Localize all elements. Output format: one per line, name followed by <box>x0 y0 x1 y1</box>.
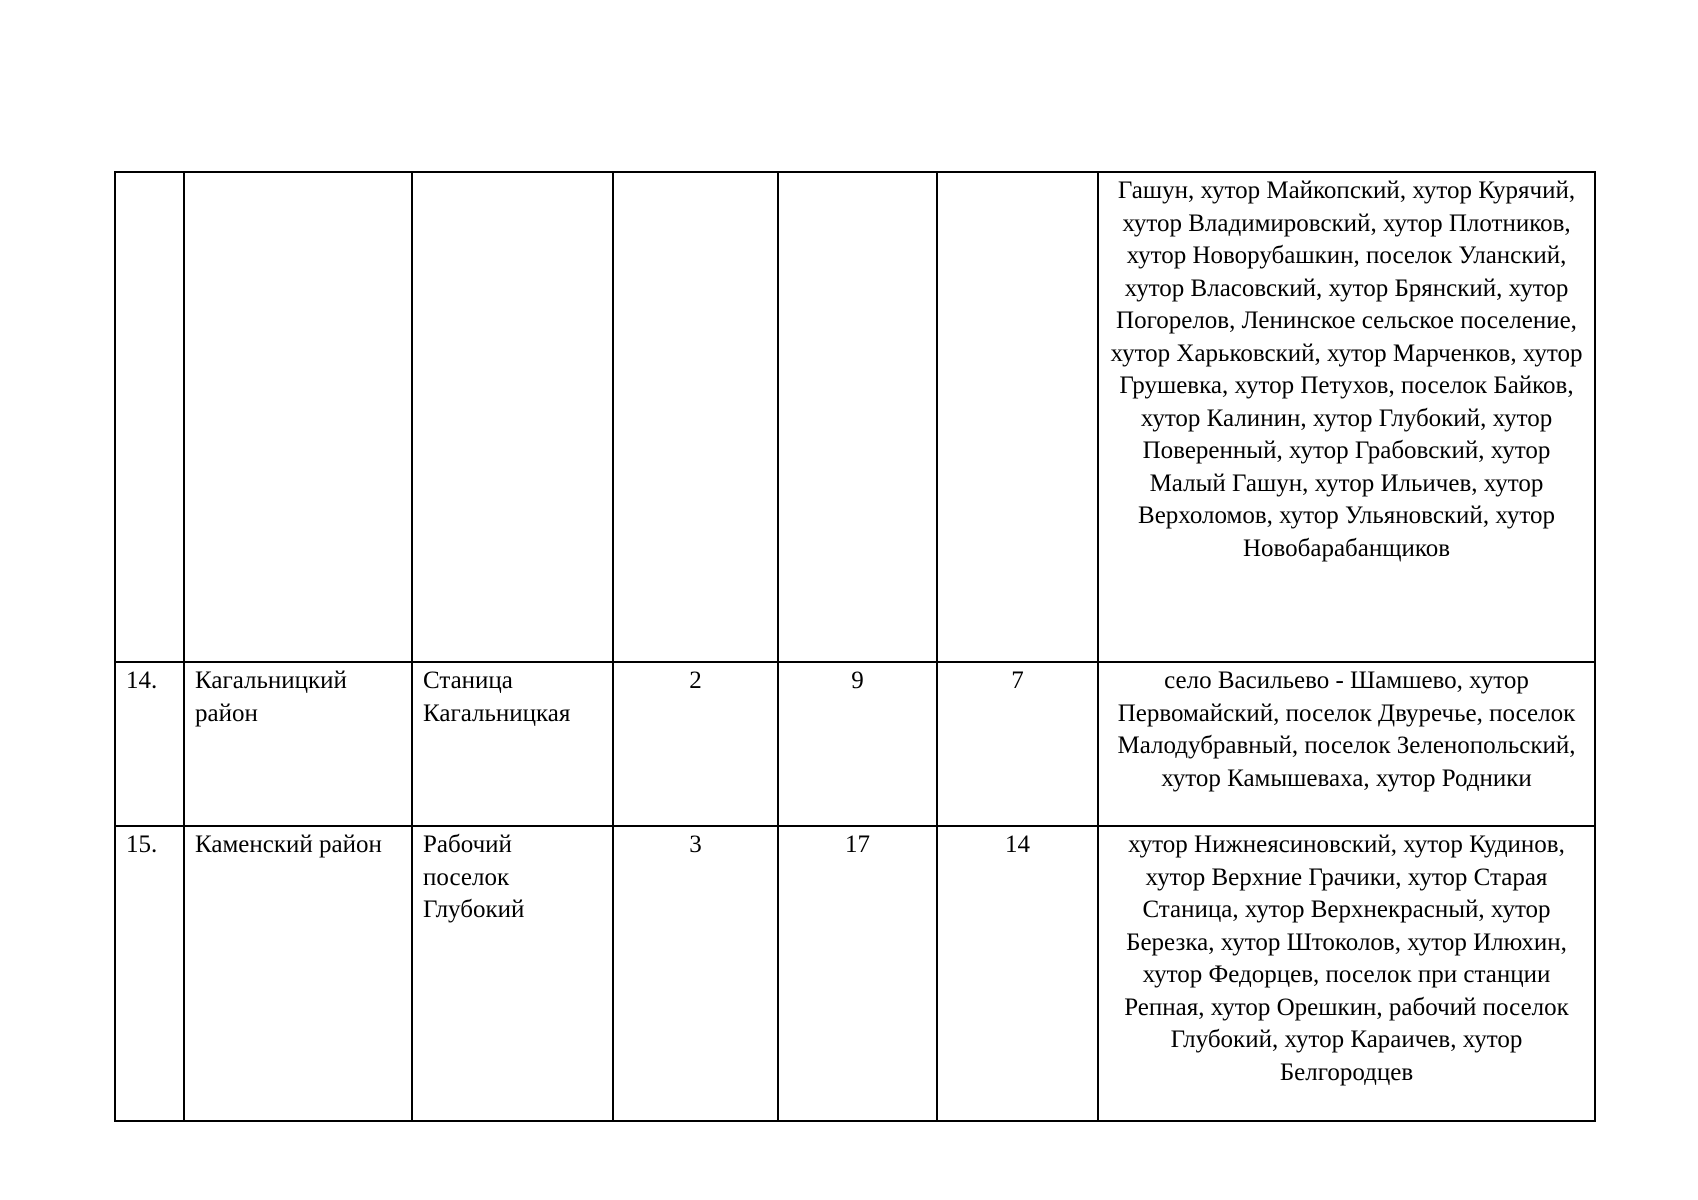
table-row-14 <box>115 662 1595 826</box>
count-cell-3: 7 <box>937 662 1098 826</box>
count-cell-1: 2 <box>613 662 778 826</box>
district-cell <box>184 172 412 662</box>
count-cell-2: 9 <box>778 662 937 826</box>
admin-center-cell: Станица Кагальницкая <box>412 662 613 826</box>
count-cell-3 <box>937 172 1098 662</box>
admin-center-cell <box>412 172 613 662</box>
table-row-continuation <box>115 172 1595 662</box>
settlements-list-cell: хутор Нижнеясиновский, хутор Кудинов, хутор Верхние Грачики, хутор Старая Станица, хутор Верхнекрасный, хутор Березка, хутор Штоколов, хутор Илюхин, хутор Федорцев, поселок при станции Репная, хутор Орешкин, рабочий поселок Глубокий, хутор Караичев, хутор Белгородцев <box>1098 826 1595 1121</box>
settlements-list-cell: село Васильево - Шамшево, хутор Первомайский, поселок Двуречье, поселок Малодубравный, поселок Зеленопольский, хутор Камышеваха, хутор Родники <box>1098 662 1595 826</box>
settlements-list-cell: Гашун, хутор Майкопский, хутор Курячий, хутор Владимировский, хутор Плотников, хутор Новорубашкин, поселок Уланский, хутор Власовский, хутор Брянский, хутор Погорелов, Ленинское сельское поселение, хутор Харьковский, хутор Марченков, хутор Грушевка, хутор Петухов, поселок Байков, хутор Калинин, хутор Глубокий, хутор Поверенный, хутор Грабовский, хутор Малый Гашун, хутор Ильичев, хутор Верхоломов, хутор Ульяновский, хутор Новобарабанщиков <box>1098 172 1595 662</box>
count-cell-2 <box>778 172 937 662</box>
district-cell: Каменский район <box>184 826 412 1121</box>
settlements-table <box>114 171 1596 1122</box>
count-cell-3: 14 <box>937 826 1098 1121</box>
row-number-cell <box>115 172 184 662</box>
count-cell-2: 17 <box>778 826 937 1121</box>
row-number-cell: 15. <box>115 826 184 1121</box>
count-cell-1: 3 <box>613 826 778 1121</box>
table-row-15 <box>115 826 1595 1121</box>
row-number-cell: 14. <box>115 662 184 826</box>
admin-center-cell: Рабочий поселок Глубокий <box>412 826 613 1121</box>
district-cell: Кагальницкий район <box>184 662 412 826</box>
count-cell-1 <box>613 172 778 662</box>
